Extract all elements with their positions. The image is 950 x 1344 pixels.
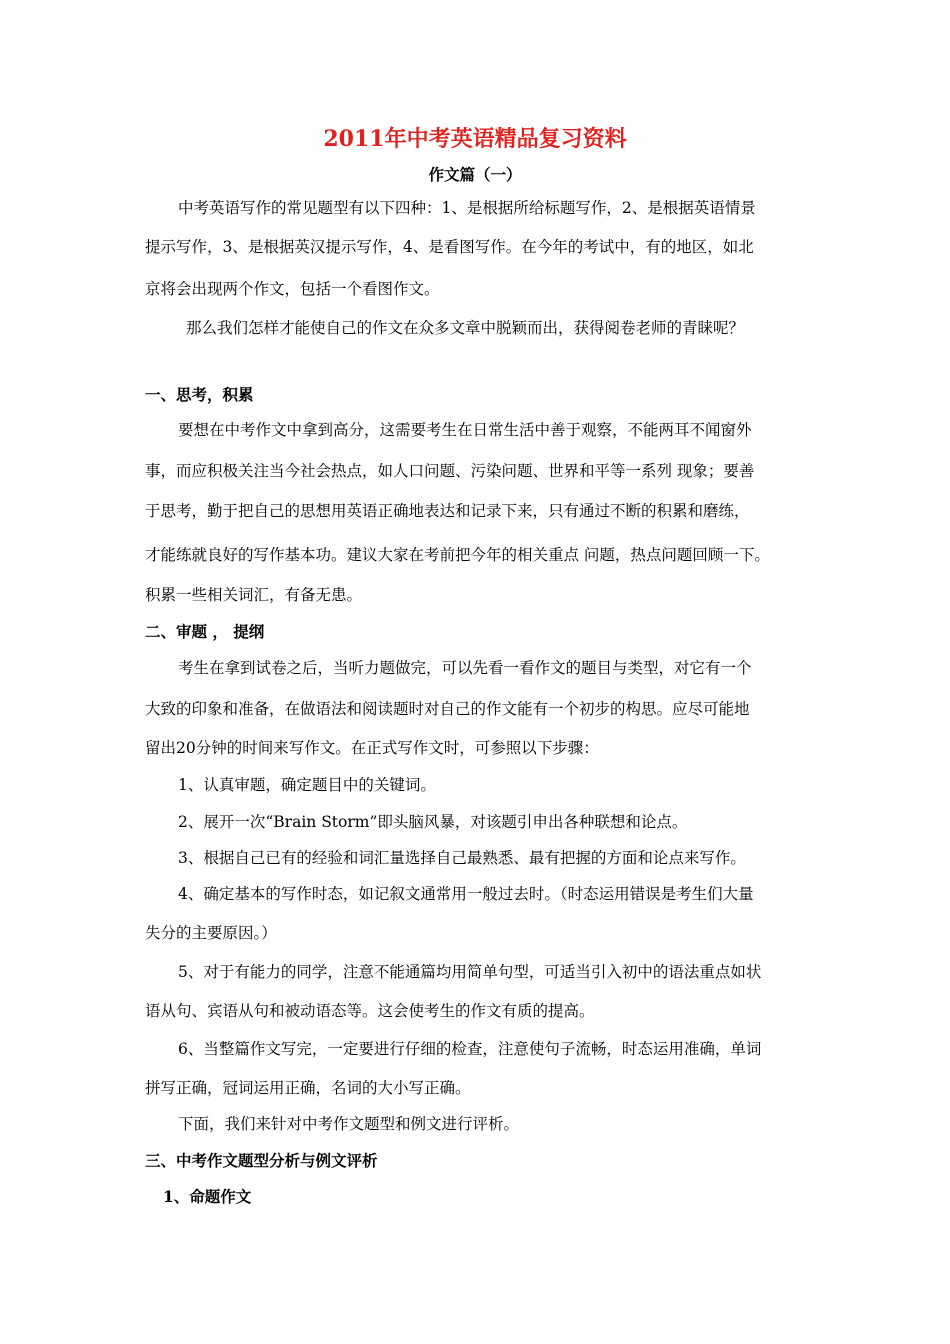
intro-line: 中考英语写作的常见题型有以下四种：1、是根据所给标题写作，2、是根据英语情景 bbox=[178, 199, 756, 217]
step-item: 2、展开一次“Brain Storm”即头脑风暴，对该题引申出各种联想和论点。 bbox=[178, 813, 688, 831]
step-item-continuation: 语从句、宾语从句和被动语态等。这会使考生的作文有质的提高。 bbox=[145, 1002, 595, 1020]
step-item: 4、确定基本的写作时态，如记叙文通常用一般过去时。（时态运用错误是考生们大量 bbox=[178, 885, 754, 903]
step-item-continuation: 失分的主要原因。） bbox=[145, 924, 277, 942]
section1-line: 积累一些相关词汇，有备无患。 bbox=[145, 586, 363, 604]
page-title: 2011年中考英语精品复习资料 bbox=[323, 126, 627, 152]
intro-line: 提示写作，3、是根据英汉提示写作，4、是看图写作。在今年的考试中，有的地区，如北 bbox=[145, 238, 754, 256]
step-item-continuation: 拼写正确，冠词运用正确，名词的大小写正确。 bbox=[145, 1079, 471, 1097]
intro-line: 京将会出现两个作文，包括一个看图作文。 bbox=[145, 280, 440, 298]
section-heading-1: 一、思考，积累 bbox=[145, 385, 254, 404]
section1-line: 要想在中考作文中拿到高分，这需要考生在日常生活中善于观察，不能两耳不闻窗外 bbox=[178, 421, 752, 439]
subsection-heading: 1、命题作文 bbox=[163, 1187, 252, 1206]
step-item: 6、当整篇作文写完，一定要进行仔细的检查，注意使句子流畅，时态运用准确，单词 bbox=[178, 1040, 762, 1058]
section1-line: 于思考，勤于把自己的思想用英语正确地表达和记录下来，只有通过不断的积累和磨练， bbox=[145, 502, 750, 520]
section1-line: 才能练就良好的写作基本功。建议大家在考前把今年的相关重点 问题，热点问题回顾一下。 bbox=[145, 546, 770, 564]
transition-line: 下面，我们来针对中考作文题型和例文进行评析。 bbox=[178, 1115, 520, 1133]
section2-line: 大致的印象和准备，在做语法和阅读题时对自己的作文能有一个初步的构思。应尽可能地 bbox=[145, 700, 750, 718]
section-heading-3: 三、中考作文题型分析与例文评析 bbox=[145, 1151, 378, 1170]
step-item: 5、对于有能力的同学，注意不能通篇均用简单句型，可适当引入初中的语法重点如状 bbox=[178, 963, 762, 981]
section2-line: 考生在拿到试卷之后，当听力题做完，可以先看一看作文的题目与类型，对它有一个 bbox=[178, 659, 752, 677]
section-heading-2: 二、审题 ， 提纲 bbox=[145, 622, 265, 641]
intro-question: 那么我们怎样才能使自己的作文在众多文章中脱颖而出，获得阅卷老师的青睐呢？ bbox=[186, 319, 745, 337]
section2-line: 留出20分钟的时间来写作文。在正式写作文时，可参照以下步骤： bbox=[145, 739, 599, 757]
page-subtitle: 作文篇（一） bbox=[428, 165, 522, 184]
step-item: 3、根据自己已有的经验和词汇量选择自己最熟悉、最有把握的方面和论点来写作。 bbox=[178, 849, 746, 867]
step-item: 1、认真审题，确定题目中的关键词。 bbox=[178, 776, 436, 794]
section1-line: 事，而应积极关注当今社会热点，如人口问题、污染问题、世界和平等一系列 现象；要善 bbox=[145, 462, 755, 480]
